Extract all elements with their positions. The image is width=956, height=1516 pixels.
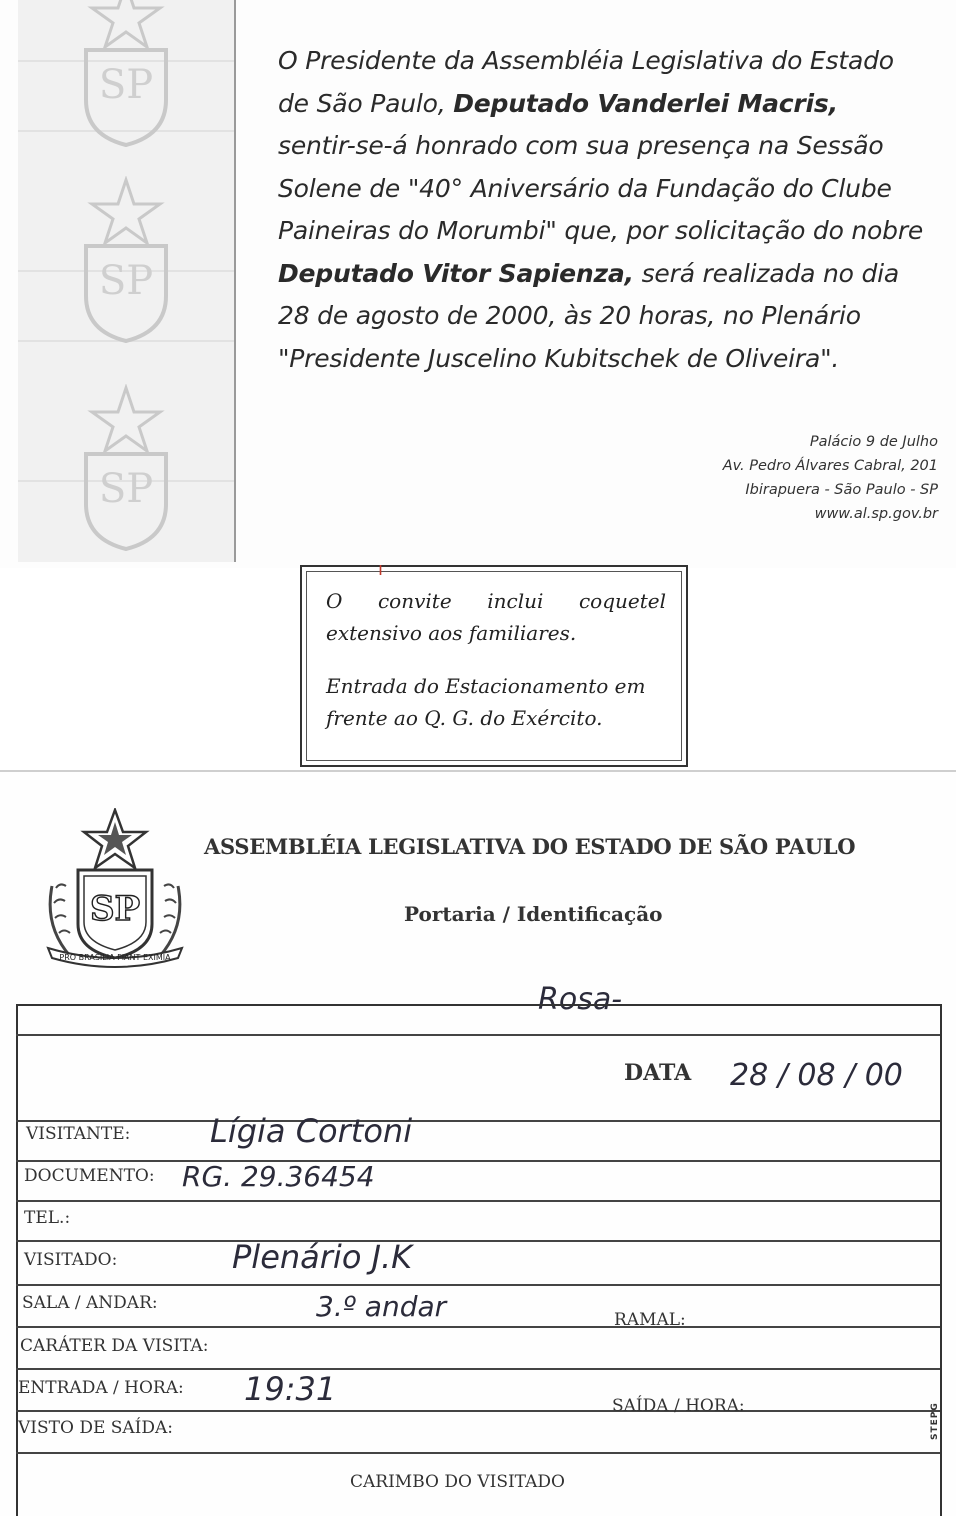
handwritten-note: Rosa- bbox=[538, 982, 623, 1017]
line-text: Paineiras do Morumbi" que, por solicitação do nobre bbox=[278, 216, 924, 245]
invitation-line bbox=[278, 295, 948, 338]
sao-paulo-coat-of-arms-icon bbox=[42, 808, 188, 974]
form-rule bbox=[16, 1368, 940, 1370]
form-rule bbox=[16, 1240, 940, 1242]
seal-letters: SP bbox=[98, 258, 154, 304]
visitor-field[interactable]: Lígia Cortoni bbox=[210, 1112, 413, 1150]
form-rule bbox=[16, 1034, 940, 1036]
visit-purpose-label: CARÁTER DA VISITA: bbox=[20, 1336, 209, 1356]
pen-mark: ı bbox=[378, 559, 384, 580]
visited-stamp-label: CARIMBO DO VISITADO bbox=[350, 1472, 565, 1492]
address-line: Ibirapuera - São Paulo - SP bbox=[745, 482, 938, 498]
form-rule bbox=[16, 1326, 940, 1328]
invitation-card bbox=[0, 0, 956, 568]
line-text: será realizada no dia bbox=[633, 258, 900, 288]
phone-label: TEL.: bbox=[24, 1208, 71, 1228]
date-field[interactable]: 28 / 08 / 00 bbox=[730, 1058, 903, 1093]
printer-mark: STEPG bbox=[930, 1402, 940, 1440]
coat-of-arms-motto: PRO BRASILIA FIANT EXIMIA bbox=[59, 953, 171, 962]
note-word: O bbox=[326, 589, 343, 613]
invitation-line bbox=[278, 40, 948, 83]
line-text: Solene de "40° Aniversário da Fundação do Clube bbox=[278, 173, 892, 203]
document-field[interactable]: RG. 29.36454 bbox=[182, 1160, 375, 1193]
seal-letters: SP bbox=[98, 62, 154, 108]
form-rule bbox=[16, 1120, 940, 1122]
line-text: sentir-se-á honrado com sua presença na Sessão bbox=[278, 131, 884, 160]
form-rule bbox=[16, 1452, 940, 1454]
room-floor-label: SALA / ANDAR: bbox=[22, 1293, 158, 1313]
sp-seal-watermark-icon bbox=[46, 384, 206, 554]
sp-seal-watermark-icon bbox=[46, 0, 206, 150]
visitor-label: VISITANTE: bbox=[26, 1124, 131, 1144]
form-rule bbox=[16, 1410, 940, 1412]
note-word: coquetel bbox=[578, 589, 666, 613]
institution-title: ASSEMBLÉIA LEGISLATIVA DO ESTADO DE SÃO PAULO bbox=[204, 834, 856, 859]
form-rule bbox=[16, 1200, 940, 1202]
coat-of-arms-letters: SP bbox=[89, 889, 141, 929]
sp-seal-watermark-icon bbox=[46, 176, 206, 346]
note-line: frente ao Q. G. do Exército. bbox=[326, 706, 603, 730]
exit-visa-label: VISTO DE SAÍDA: bbox=[18, 1418, 174, 1438]
sponsor-name: Deputado Vitor Sapienza, bbox=[278, 258, 634, 288]
seal-letters: SP bbox=[98, 466, 154, 512]
room-floor-field[interactable]: 3.º andar bbox=[316, 1290, 447, 1323]
line-text: O Presidente da Assembléia Legislativa do Estado bbox=[278, 46, 894, 75]
line-text: "Presidente Juscelino Kubitschek de Oliveira". bbox=[278, 343, 840, 373]
entry-time-field[interactable]: 19:31 bbox=[244, 1370, 337, 1408]
invitation-line bbox=[278, 168, 948, 211]
section-title: Portaria / Identificação bbox=[404, 902, 663, 926]
note-word: convite bbox=[377, 589, 452, 613]
host-name: Deputado Vanderlei Macris, bbox=[453, 88, 838, 118]
note-text bbox=[326, 585, 666, 755]
address-line: Palácio 9 de Julho bbox=[809, 434, 938, 450]
line-text: 28 de agosto de 2000, às 20 horas, no Plenário bbox=[278, 301, 861, 330]
line-text: de São Paulo, bbox=[278, 88, 454, 118]
form-rule bbox=[16, 1284, 940, 1286]
note-card bbox=[300, 559, 688, 767]
invitation-line bbox=[278, 338, 948, 381]
extension-label: RAMAL: bbox=[614, 1310, 686, 1330]
address-line: Av. Pedro Álvares Cabral, 201 bbox=[722, 458, 938, 474]
note-word: inclui bbox=[487, 589, 544, 613]
visited-field[interactable]: Plenário J.K bbox=[232, 1238, 413, 1276]
document-label: DOCUMENTO: bbox=[24, 1166, 155, 1186]
entry-time-label: ENTRADA / HORA: bbox=[18, 1378, 184, 1398]
form-rule bbox=[16, 1160, 940, 1162]
address-block bbox=[638, 430, 938, 526]
invitation-body bbox=[278, 40, 948, 380]
invitation-line bbox=[278, 125, 948, 168]
invitation-line bbox=[278, 253, 948, 296]
visited-label: VISITADO: bbox=[24, 1250, 118, 1270]
note-line: Entrada do Estacionamento em bbox=[326, 674, 646, 698]
invitation-line bbox=[278, 210, 948, 253]
exit-time-label: SAÍDA / HORA: bbox=[612, 1396, 745, 1416]
note-line bbox=[326, 585, 666, 617]
date-label: DATA bbox=[624, 1060, 692, 1086]
note-line: extensivo aos familiares. bbox=[326, 621, 577, 645]
website-link: www.al.sp.gov.br bbox=[814, 506, 938, 522]
watermark-seal-strip bbox=[18, 0, 236, 562]
invitation-line bbox=[278, 83, 948, 126]
